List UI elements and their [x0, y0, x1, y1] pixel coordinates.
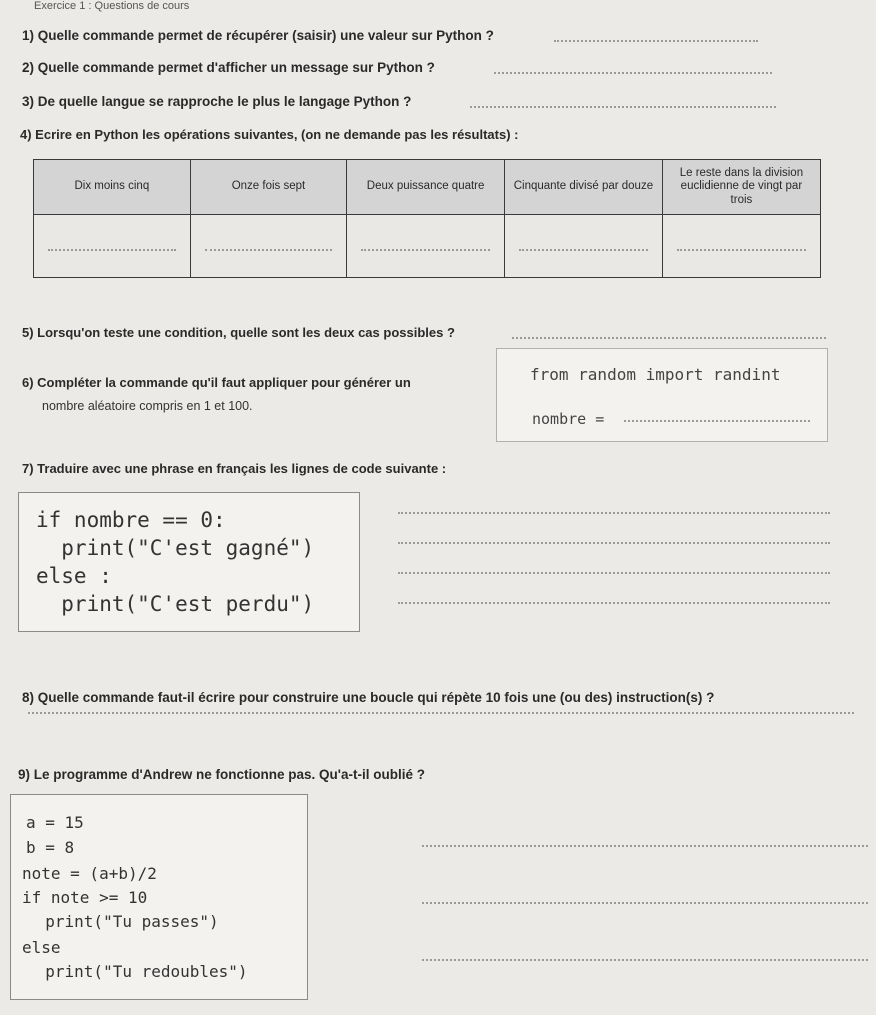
q9-code-line: print("Tu passes"): [26, 912, 219, 931]
table-answer-cell[interactable]: [505, 215, 663, 278]
q9-code-line: else: [22, 938, 61, 957]
answer-line-7a[interactable]: [398, 510, 830, 514]
question-4: 4) Ecrire en Python les opérations suivantes, (on ne demande pas les résultats) :: [20, 127, 519, 142]
operations-table: [33, 159, 821, 278]
table-header: Dix moins cinq: [34, 160, 191, 215]
answer-line-3[interactable]: [470, 104, 776, 108]
answer-line-1[interactable]: [554, 38, 758, 42]
question-9: 9) Le programme d'Andrew ne fonctionne pas. Qu'a-t-il oublié ?: [18, 767, 425, 782]
question-5: 5) Lorsqu'on teste une condition, quelle sont les deux cas possibles ?: [22, 325, 455, 340]
answer-line-2[interactable]: [494, 70, 772, 74]
table-answer-cell[interactable]: [190, 215, 347, 278]
answer-dots: [677, 241, 806, 251]
q7-code-line: else :: [36, 564, 112, 588]
answer-line-9b[interactable]: [422, 900, 868, 904]
answer-line-8[interactable]: [28, 710, 854, 714]
q7-code-line: print("C'est gagné"): [36, 536, 315, 560]
answer-line-5[interactable]: [512, 335, 826, 339]
code-import-line: from random import randint: [530, 365, 781, 384]
table-header: Onze fois sept: [190, 160, 347, 215]
answer-line-9c[interactable]: [422, 957, 868, 961]
exercise-header: Exercice 1 : Questions de cours: [34, 0, 190, 12]
question-7: 7) Traduire avec une phrase en français les lignes de code suivante :: [22, 461, 447, 476]
q9-code-line: note = (a+b)/2: [22, 864, 157, 883]
answer-dots: [361, 241, 490, 251]
question-1: 1) Quelle commande permet de récupérer (saisir) une valeur sur Python ?: [22, 28, 494, 43]
randint-answer-line[interactable]: [624, 418, 810, 422]
answer-line-7c[interactable]: [398, 570, 830, 574]
question-6-line-2: nombre aléatoire compris en 1 et 100.: [42, 399, 253, 413]
question-6-line-1: 6) Compléter la commande qu'il faut appliquer pour générer un: [22, 375, 411, 390]
q9-code-line: a = 15: [26, 813, 84, 832]
answer-dots: [205, 241, 333, 251]
answer-line-7d[interactable]: [398, 600, 830, 604]
q9-code-line: b = 8: [26, 838, 75, 857]
q9-code-line: if note >= 10: [22, 888, 148, 907]
table-header: Cinquante divisé par douze: [505, 160, 663, 215]
table-answer-cell[interactable]: [662, 215, 820, 278]
answer-dots: [48, 241, 176, 251]
q9-code-line: print("Tu redoubles"): [26, 962, 248, 981]
question-8: 8) Quelle commande faut-il écrire pour construire une boucle qui répète 10 fois une (ou des) instruction(s) ?: [22, 690, 715, 705]
answer-line-9a[interactable]: [422, 843, 868, 847]
table-header: Le reste dans la division euclidienne de vingt par trois: [662, 160, 820, 215]
question-3: 3) De quelle langue se rapproche le plus le langage Python ?: [22, 94, 412, 109]
question-2: 2) Quelle commande permet d'afficher un message sur Python ?: [22, 60, 435, 75]
q7-code-line: print("C'est perdu"): [36, 592, 315, 616]
q7-code-line: if nombre == 0:: [36, 508, 226, 532]
table-answer-cell[interactable]: [347, 215, 505, 278]
answer-dots: [519, 241, 648, 251]
table-answer-cell[interactable]: [34, 215, 191, 278]
table-header: Deux puissance quatre: [347, 160, 505, 215]
answer-line-7b[interactable]: [398, 540, 830, 544]
code-nombre-line: nombre =: [532, 410, 605, 428]
